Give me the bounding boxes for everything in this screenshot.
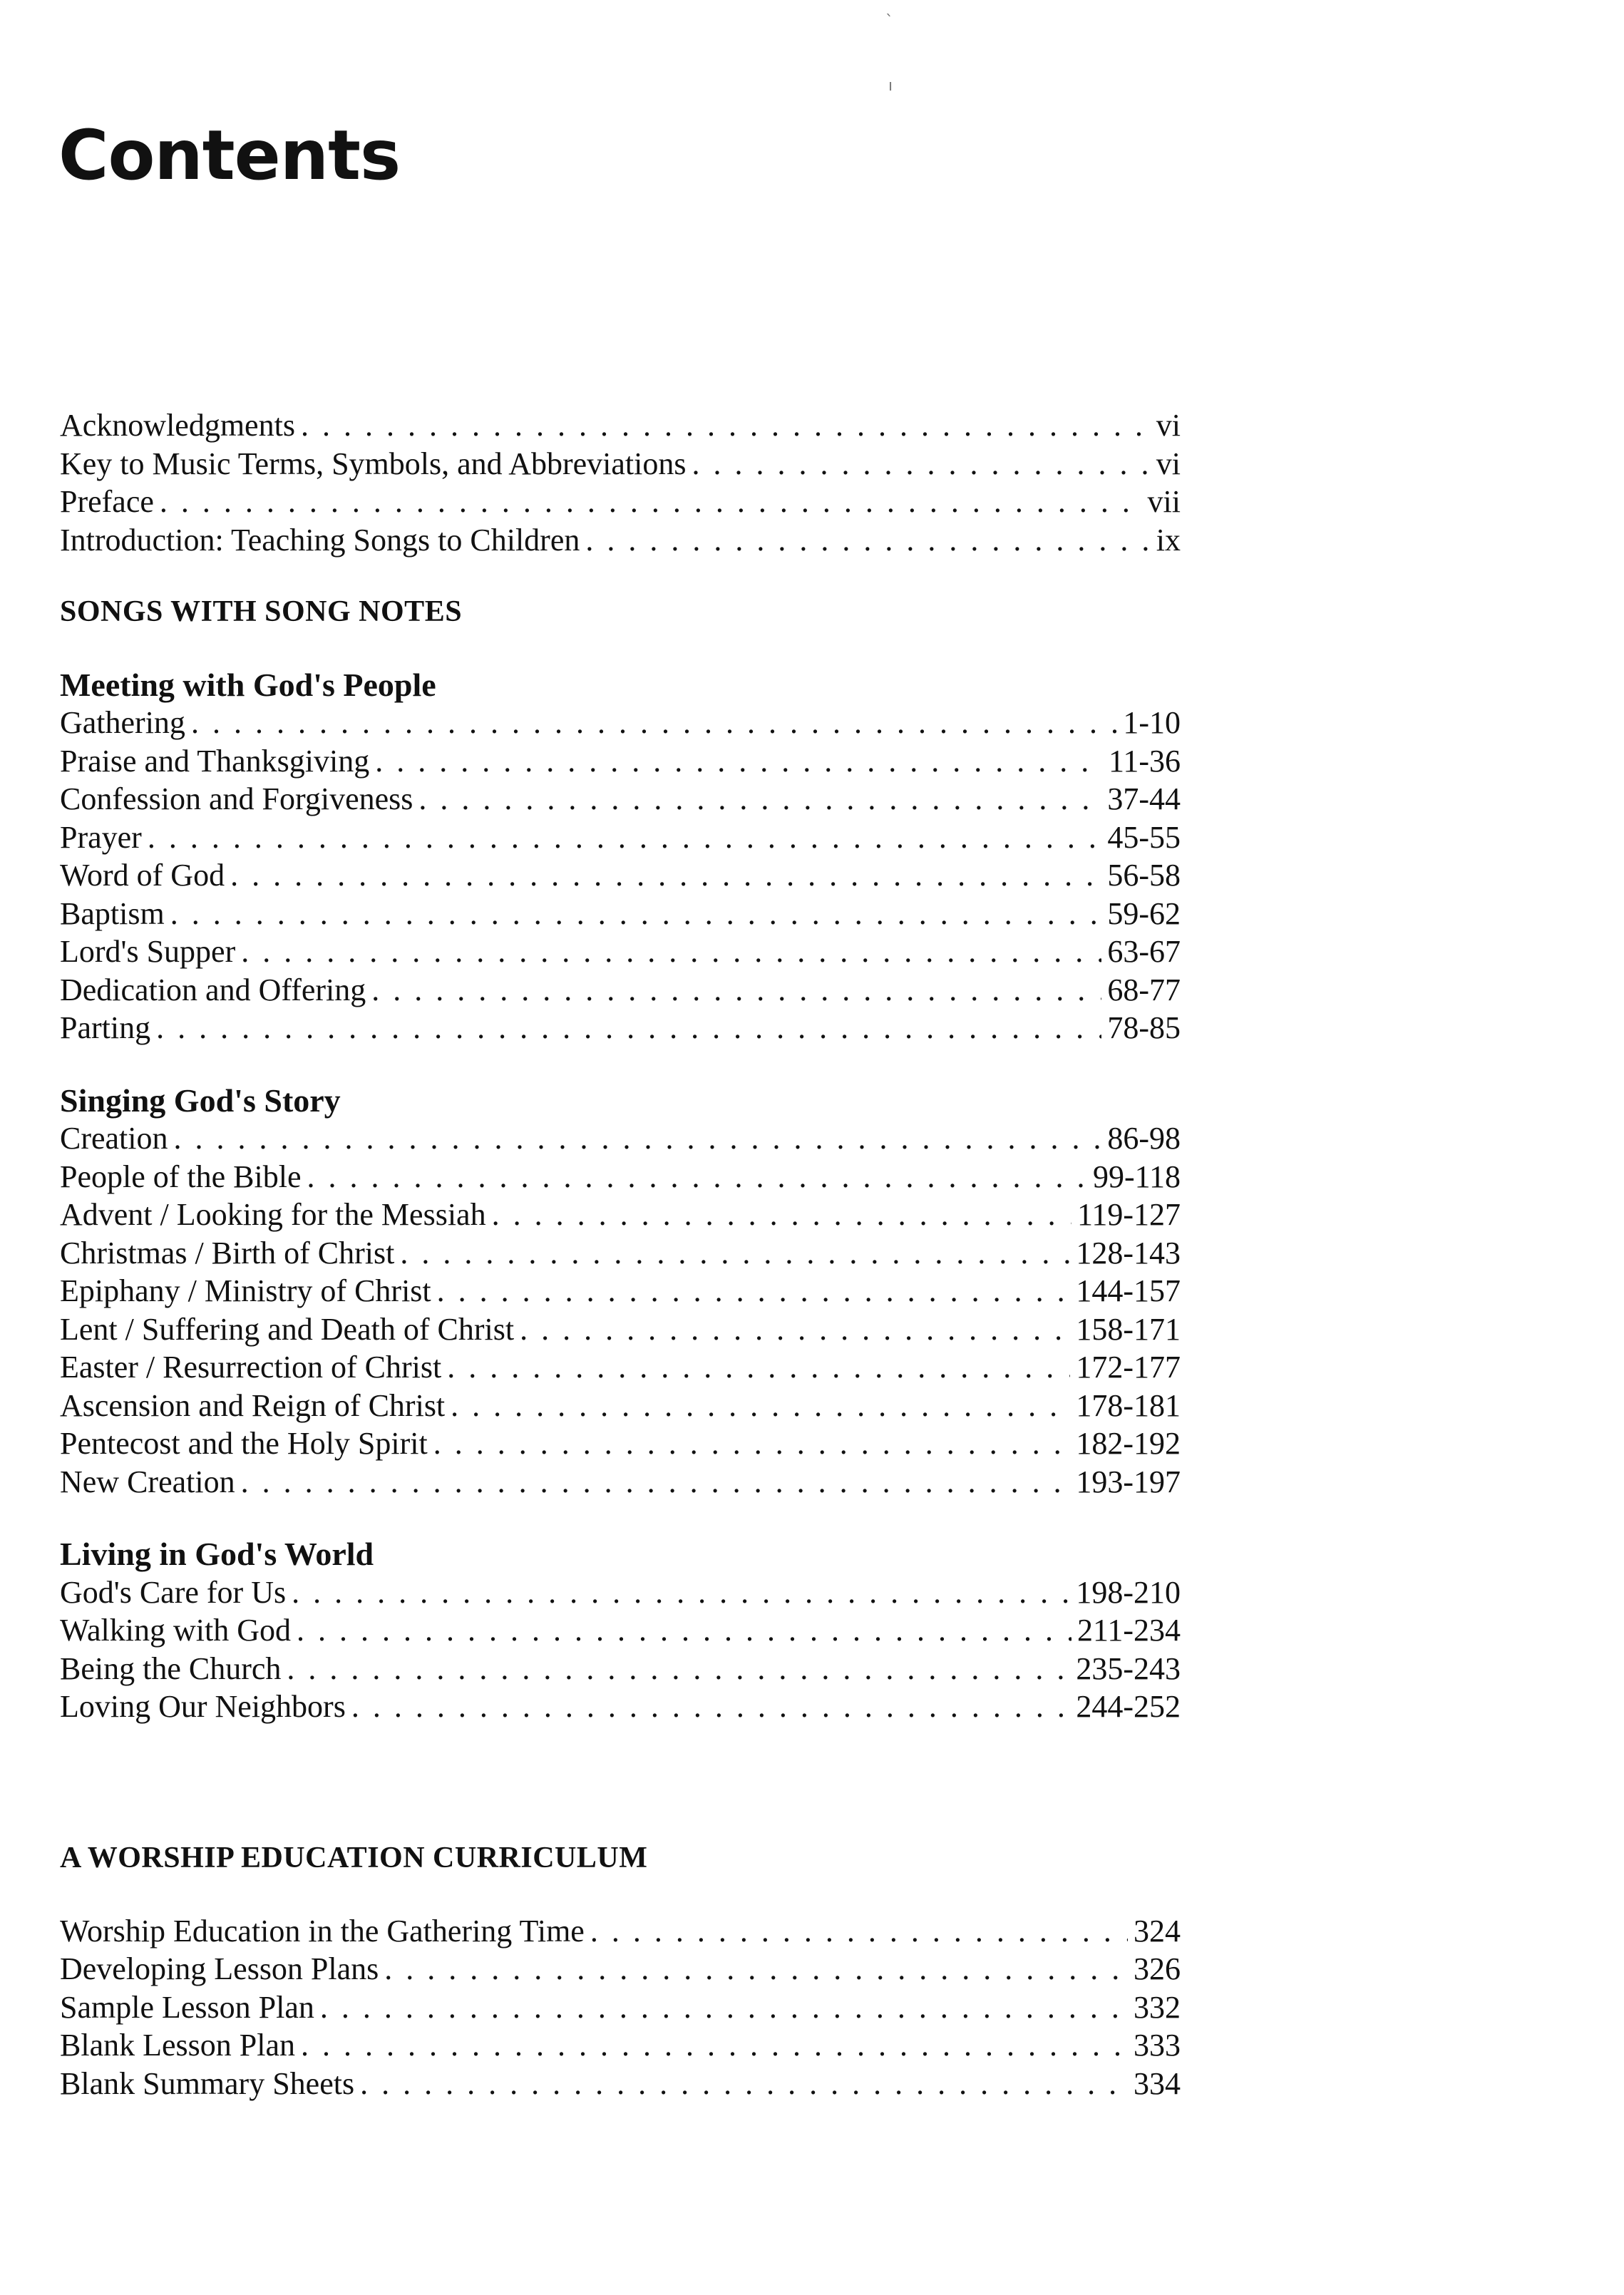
dot-leader xyxy=(287,1650,1070,1688)
dot-leader xyxy=(433,1424,1071,1463)
entry-page: 119-127 xyxy=(1076,1197,1181,1232)
entry-title: Preface xyxy=(60,484,154,519)
dot-leader xyxy=(160,483,1142,521)
entry-page: 334 xyxy=(1134,2065,1181,2101)
entry-title: Confession and Forgiveness xyxy=(60,781,413,816)
toc-entry[interactable] xyxy=(60,1196,1181,1234)
entry-page: 172-177 xyxy=(1076,1350,1181,1385)
dot-leader xyxy=(371,971,1101,1010)
dot-leader xyxy=(292,1573,1070,1612)
front-matter-list xyxy=(60,406,1181,1726)
dot-leader xyxy=(156,1009,1101,1047)
entry-page: 45-55 xyxy=(1107,819,1181,855)
dot-leader xyxy=(241,933,1101,971)
entry-title: People of the Bible xyxy=(60,1159,302,1194)
toc-entry[interactable] xyxy=(60,1688,1181,1726)
dot-leader xyxy=(320,1988,1128,2027)
entry-page: 333 xyxy=(1134,2028,1181,2063)
entry-page: 128-143 xyxy=(1076,1235,1181,1270)
dot-leader xyxy=(301,2026,1128,2065)
dot-leader xyxy=(174,1119,1102,1158)
entry-title: Blank Summary Sheets xyxy=(60,2065,355,2101)
toc-entry[interactable] xyxy=(60,2065,1181,2103)
entry-title: Blank Lesson Plan xyxy=(60,2028,295,2063)
entry-title: Baptism xyxy=(60,895,165,931)
entry-page: 235-243 xyxy=(1076,1650,1181,1686)
entry-page: 99-118 xyxy=(1092,1159,1181,1194)
toc-entry[interactable] xyxy=(60,1272,1181,1310)
dot-leader xyxy=(375,742,1103,781)
entry-title: Christmas / Birth of Christ xyxy=(60,1235,395,1270)
entry-title: Dedication and Offering xyxy=(60,972,366,1007)
toc-entry[interactable] xyxy=(60,1119,1181,1158)
entry-title: Being the Church xyxy=(60,1650,282,1686)
toc-entry[interactable] xyxy=(60,933,1181,971)
entry-title: Loving Our Neighbors xyxy=(60,1689,346,1724)
curriculum-list xyxy=(60,1839,1181,2103)
entry-title: Parting xyxy=(60,1010,151,1045)
entry-page: 193-197 xyxy=(1076,1464,1181,1499)
entry-page: vi xyxy=(1156,408,1181,443)
entry-page: 68-77 xyxy=(1107,972,1181,1007)
dot-leader xyxy=(590,1912,1128,1951)
entry-title: God's Care for Us xyxy=(60,1574,287,1610)
dot-leader xyxy=(384,1950,1128,1988)
entry-title: Sample Lesson Plan xyxy=(60,1989,314,2025)
entry-page: 59-62 xyxy=(1107,895,1181,931)
entry-page: 211-234 xyxy=(1076,1613,1181,1648)
entry-title: Lent / Suffering and Death of Christ xyxy=(60,1311,515,1347)
entry-page: 332 xyxy=(1134,1989,1181,2025)
dot-leader xyxy=(351,1688,1071,1726)
entry-page: 11-36 xyxy=(1108,743,1181,779)
entry-page: vi xyxy=(1156,446,1181,481)
toc-entry[interactable] xyxy=(60,895,1181,933)
entry-title: Acknowledgments xyxy=(60,408,295,443)
toc-entry[interactable] xyxy=(60,1310,1181,1349)
entry-title: Gathering xyxy=(60,705,185,740)
entry-page: 1-10 xyxy=(1123,705,1181,740)
entry-title: New Creation xyxy=(60,1464,235,1499)
toc-entry[interactable] xyxy=(60,1950,1181,1988)
toc-entry[interactable] xyxy=(60,406,1181,445)
toc-entry[interactable] xyxy=(60,1387,1181,1425)
entry-title: Word of God xyxy=(60,858,225,893)
dot-leader xyxy=(418,780,1101,818)
dot-leader xyxy=(241,1463,1071,1501)
toc-entry[interactable] xyxy=(60,780,1181,818)
dot-leader xyxy=(148,818,1102,857)
toc-entry[interactable] xyxy=(60,1912,1181,1951)
entry-page: 324 xyxy=(1134,1913,1181,1949)
entry-page: 158-171 xyxy=(1076,1311,1181,1347)
toc-entry[interactable] xyxy=(60,704,1181,742)
entry-title: Creation xyxy=(60,1121,168,1156)
toc-entry[interactable] xyxy=(60,818,1181,857)
toc-entry[interactable] xyxy=(60,1573,1181,1612)
dot-leader xyxy=(451,1387,1070,1425)
section-heading-songs: SONGS WITH SONG NOTES xyxy=(60,595,463,628)
toc-entry[interactable] xyxy=(60,971,1181,1010)
dot-leader xyxy=(585,521,1150,560)
dot-leader xyxy=(297,1611,1071,1650)
entry-page: 63-67 xyxy=(1107,934,1181,969)
toc-entry[interactable] xyxy=(60,1424,1181,1463)
dot-leader xyxy=(400,1234,1070,1273)
toc-entry[interactable] xyxy=(60,1988,1181,2027)
toc-entry[interactable] xyxy=(60,1463,1181,1501)
toc-entry[interactable] xyxy=(60,1611,1181,1650)
toc-entry[interactable] xyxy=(60,483,1181,521)
dot-leader xyxy=(447,1348,1070,1387)
entry-page: vii xyxy=(1147,484,1181,519)
toc-entry[interactable] xyxy=(60,856,1181,895)
entry-title: Prayer xyxy=(60,819,142,855)
entry-page: 178-181 xyxy=(1076,1387,1181,1423)
entry-title: Praise and Thanksgiving xyxy=(60,743,370,779)
entry-title: Pentecost and the Holy Spirit xyxy=(60,1426,428,1461)
dot-leader xyxy=(492,1196,1071,1234)
dot-leader xyxy=(170,895,1102,933)
dot-leader xyxy=(191,704,1117,742)
dot-leader xyxy=(307,1158,1087,1196)
toc-entry[interactable] xyxy=(60,445,1181,483)
dot-leader xyxy=(301,406,1151,445)
section-heading-curriculum: A WORSHIP EDUCATION CURRICULUM xyxy=(60,1842,648,1874)
toc-entry[interactable] xyxy=(60,1348,1181,1387)
entry-title: Ascension and Reign of Christ xyxy=(60,1387,446,1423)
toc-entry[interactable] xyxy=(60,1009,1181,1047)
dot-leader xyxy=(230,856,1101,895)
entry-page: 37-44 xyxy=(1107,781,1181,816)
entry-page: 56-58 xyxy=(1107,858,1181,893)
toc-entry[interactable] xyxy=(60,742,1181,781)
entry-title: Advent / Looking for the Messiah xyxy=(60,1197,486,1232)
entry-title: Epiphany / Ministry of Christ xyxy=(60,1273,431,1308)
entry-title: Developing Lesson Plans xyxy=(60,1951,379,1986)
dot-leader xyxy=(437,1272,1071,1310)
entry-page: 144-157 xyxy=(1076,1273,1181,1308)
entry-page: 244-252 xyxy=(1076,1689,1181,1724)
group-heading: Meeting with God's People xyxy=(60,666,436,703)
group-heading: Singing God's Story xyxy=(60,1082,341,1119)
toc-entry[interactable] xyxy=(60,1234,1181,1273)
entry-page: 326 xyxy=(1134,1951,1181,1986)
entry-page: 198-210 xyxy=(1076,1574,1181,1610)
entry-title: Worship Education in the Gathering Time xyxy=(60,1913,585,1949)
dot-leader xyxy=(360,2065,1128,2103)
group-heading: Living in God's World xyxy=(60,1536,374,1572)
entry-title: Key to Music Terms, Symbols, and Abbreviations xyxy=(60,446,687,481)
entry-title: Introduction: Teaching Songs to Children xyxy=(60,522,580,558)
toc-entry[interactable] xyxy=(60,1650,1181,1688)
page-title: Contents xyxy=(58,115,401,195)
dot-leader xyxy=(692,445,1151,483)
entry-title: Walking with God xyxy=(60,1613,291,1648)
toc-entry[interactable] xyxy=(60,2026,1181,2065)
toc-entry[interactable] xyxy=(60,1158,1181,1196)
entry-page: 86-98 xyxy=(1107,1121,1181,1156)
scan-speck: ˋ xyxy=(885,13,893,31)
entry-title: Lord's Supper xyxy=(60,934,236,969)
toc-entry[interactable] xyxy=(60,521,1181,560)
dot-leader xyxy=(520,1310,1070,1349)
entry-page: 78-85 xyxy=(1107,1010,1181,1045)
entry-page: 182-192 xyxy=(1076,1426,1181,1461)
entry-page: ix xyxy=(1156,522,1181,558)
scan-speck: ı xyxy=(888,77,893,95)
entry-title: Easter / Resurrection of Christ xyxy=(60,1350,442,1385)
